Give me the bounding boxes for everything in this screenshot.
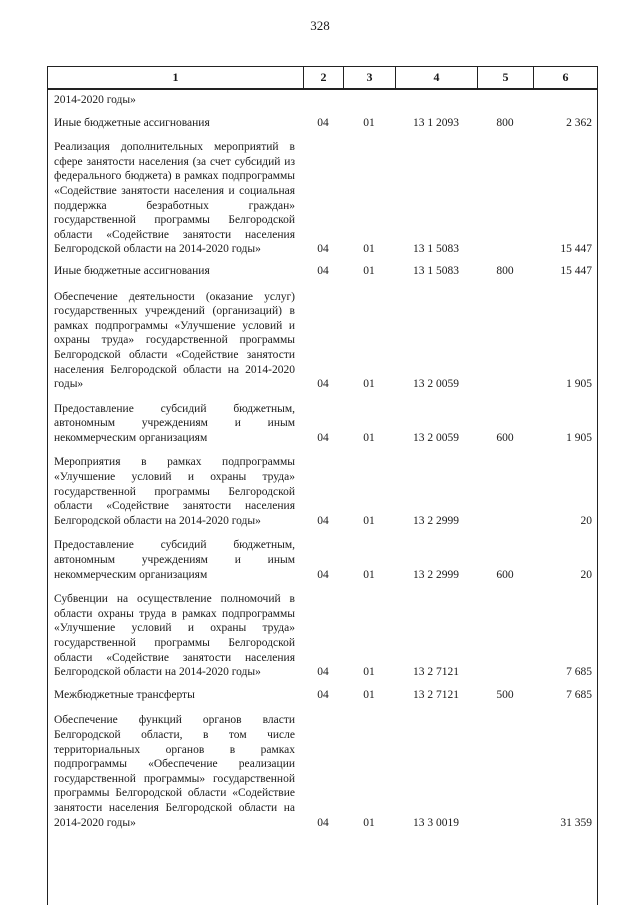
row-subsection: 01 [363,243,375,256]
row-amount: 1 905 [566,431,592,444]
table-row [47,592,598,680]
table-row [47,455,598,528]
row-amount: 20 [580,568,592,581]
table-row [47,688,598,703]
row-target-code: 13 2 0059 [413,378,459,391]
row-description: Предоставление субсидий бюджетным, автономным учреждениям и иным некоммерческим организациям [54,539,295,581]
row-section: 04 [317,816,329,829]
row-description: 2014-2020 годы» [54,94,136,106]
row-target-code: 13 2 7121 [413,688,459,701]
table-row [47,290,598,392]
table-body [47,90,598,830]
row-description: Обеспечение деятельности (оказание услуг) государственных учреждений (организаций) в рамках подпрограммы «Улучшение условий и охраны труда» государственной программы Белгородской области «Содействие занятости населения Белгородской области на 2014-2020 годы» [54,290,295,391]
row-expense-type: 500 [496,688,514,701]
row-expense-type: 800 [496,264,514,277]
row-subsection: 01 [363,688,375,701]
row-description: Иные бюджетные ассигнования [54,116,210,129]
row-section: 04 [317,116,329,129]
row-description: Реализация дополнительных мероприятий в сфере занятости населения (за счет субсидий из федерального бюджета) в рамках подпрограммы «Содействие занятости населения и социальная поддержка безработных граждан» государственной программы Белгородской области «Содействие занятости населения Белгородской области на 2014-2020 годы» [54,141,295,256]
row-description: Иные бюджетные ассигнования [54,264,210,277]
row-target-code: 13 2 0059 [413,431,459,444]
page-number: 328 [310,18,330,33]
row-description: Мероприятия в рамках подпрограммы «Улучшение условий и охраны труда» государственной программы Белгородской области «Содействие занятости населения Белгородской области на 2014-2020 годы» [54,456,295,527]
row-subsection: 01 [363,116,375,129]
column-header-6: 6 [562,70,569,84]
row-section: 04 [317,666,329,679]
row-target-code: 13 3 0019 [413,816,459,829]
table-row [47,116,598,131]
table-row [47,264,598,279]
row-amount: 15 447 [560,243,592,256]
row-subsection: 01 [363,264,375,277]
row-section: 04 [317,264,329,277]
column-header-1: 1 [48,67,304,88]
row-amount: 20 [580,514,592,527]
row-target-code: 13 1 2093 [413,116,459,129]
row-amount: 15 447 [560,264,592,277]
row-subsection: 01 [363,816,375,829]
table-row [47,93,598,108]
table-row [47,713,598,830]
row-description: Предоставление субсидий бюджетным, автономным учреждениям и иным некоммерческим организациям [54,402,295,444]
row-subsection: 01 [363,431,375,444]
row-subsection: 01 [363,378,375,391]
row-amount: 1 905 [566,378,592,391]
row-amount: 2 362 [566,116,592,129]
row-expense-type: 800 [496,116,514,129]
row-section: 04 [317,378,329,391]
row-target-code: 13 2 2999 [413,514,459,527]
table-row [47,538,598,582]
row-description: Субвенции на осуществление полномочий в области охраны труда в рамках подпрограммы «Улучшение условий и охраны труда» государственной программы Белгородской области «Содействие занятости населения Белгородской области на 2014-2020 годы» [54,593,295,679]
row-section: 04 [317,568,329,581]
table-row [47,140,598,257]
row-expense-type: 600 [496,568,514,581]
row-description: Обеспечение функций органов власти Белгородской области, в том числе территориальных органов в рамках подпрограммы «Обеспечение реализации государственной программы» государственной программы Белгородской области «Содействие занятости населения Белгородской области на 2014-2020 годы» [54,714,295,829]
column-header-5: 5 [478,67,534,88]
row-description: Межбюджетные трансферты [54,688,195,701]
table-header [47,66,598,90]
column-header-3: 3 [344,67,396,88]
row-target-code: 13 2 7121 [413,666,459,679]
column-header-4: 4 [396,67,478,88]
row-amount: 31 359 [560,816,592,829]
row-amount: 7 685 [566,688,592,701]
row-amount: 7 685 [566,666,592,679]
row-target-code: 13 1 5083 [413,264,459,277]
row-target-code: 13 1 5083 [413,243,459,256]
row-section: 04 [317,243,329,256]
row-expense-type: 600 [496,431,514,444]
row-target-code: 13 2 2999 [413,568,459,581]
row-subsection: 01 [363,568,375,581]
column-header-2: 2 [304,67,344,88]
row-section: 04 [317,688,329,701]
table-row [47,402,598,446]
row-subsection: 01 [363,666,375,679]
row-section: 04 [317,514,329,527]
row-section: 04 [317,431,329,444]
row-subsection: 01 [363,514,375,527]
